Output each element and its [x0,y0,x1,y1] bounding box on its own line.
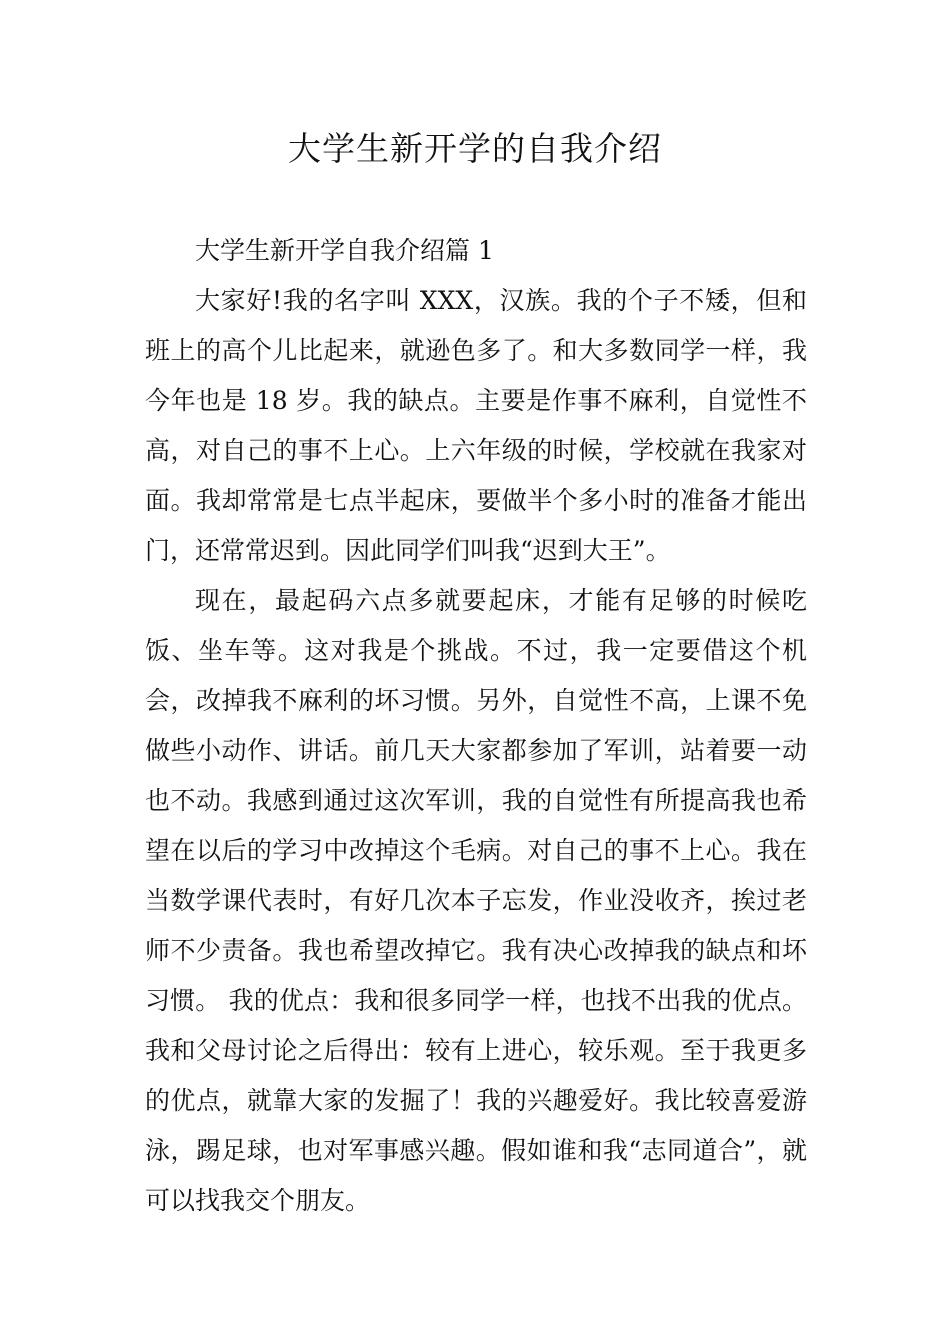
document-body [145,226,807,1226]
document-title: 大学生新开学的自我介绍 [288,129,662,168]
body-paragraph-1: 大家好!我的名字叫 XXX，汉族。我的个子不矮，但和班上的高个儿比起来，就逊色多了。和大多数同学一样，我今年也是 18 岁。我的缺点。主要是作事不麻利，自觉性不高，对自己的事不上心。上六年级的时候，学校就在我家对面。我却常常是七点半起床，要做半个多小时的准备才能出门，还常常迟到。因此同学们叫我“迟到大王”。 [145,286,807,565]
section-heading: 大学生新开学自我介绍篇 1 [195,236,494,265]
body-paragraph-2: 现在，最起码六点多就要起床，才能有足够的时候吃饭、坐车等。这对我是个挑战。不过，我一定要借这个机会，改掉我不麻利的坏习惯。另外，自觉性不高，上课不免做些小动作、讲话。前几天大家都参加了军训，站着要一动也不动。我感到通过这次军训，我的自觉性有所提高我也希望在以后的学习中改掉这个毛病。对自己的事不上心。我在当数学课代表时，有好几次本子忘发，作业没收齐，挨过老师不少责备。我也希望改掉它。我有决心改掉我的缺点和坏习惯。 我的优点：我和很多同学一样，也找不出我的优点。我和父母讨论之后得出：较有上进心，较乐观。至于我更多的优点，就靠大家的发掘了！我的兴趣爱好。我比较喜爱游泳，踢足球，也对军事感兴趣。假如谁和我“志同道合”，就可以找我交个朋友。 [145,586,807,1215]
